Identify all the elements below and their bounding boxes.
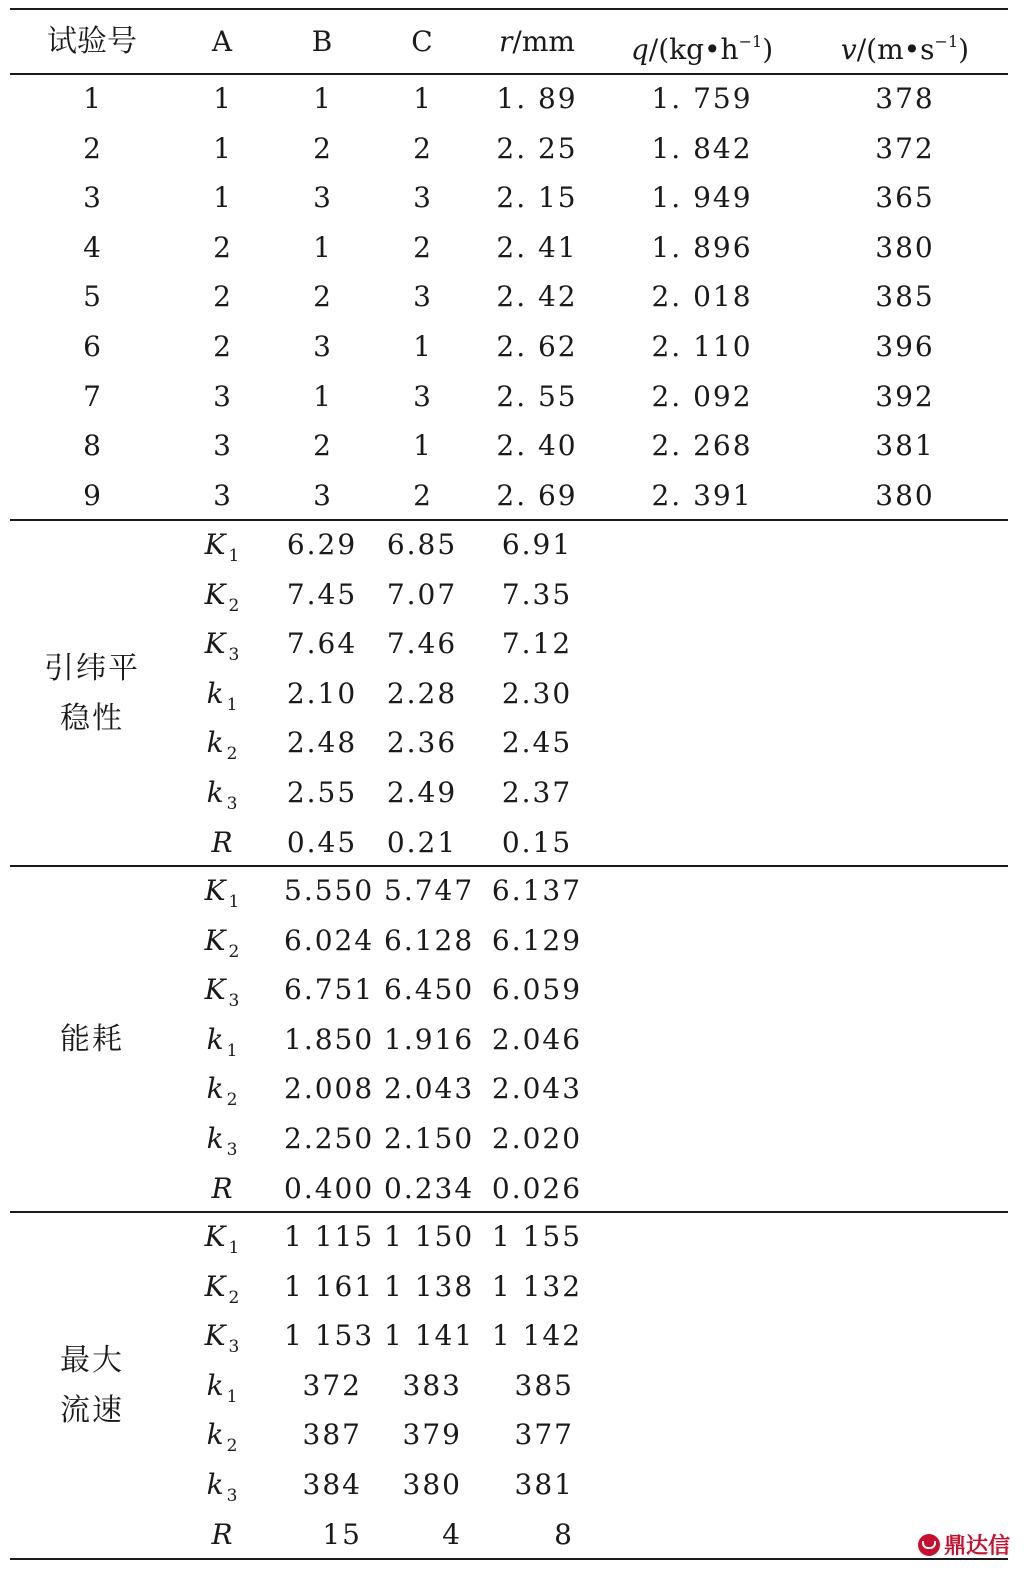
stat-letter: k	[206, 1122, 224, 1155]
stat-value-c: 2.150	[384, 1122, 475, 1155]
stat-letter: k	[206, 1418, 224, 1452]
header-r-symbol: r	[499, 25, 513, 58]
stat-letter: k	[206, 1368, 224, 1402]
trial-r-cell: 2. 69	[496, 478, 578, 512]
stat-value-c: 1 138	[384, 1269, 475, 1303]
trial-v-cell: 381	[875, 429, 935, 463]
stat-value-b: 6.751	[284, 973, 375, 1007]
stat-value-d: 1 132	[491, 1269, 583, 1303]
trial-c-cell: 3	[413, 280, 431, 314]
stat-value-c: 7.46	[386, 627, 458, 661]
bottom-rule	[10, 1558, 1008, 1560]
header-trial: 试验号	[47, 24, 137, 59]
trial-b-cell: 3	[313, 330, 331, 363]
group-label	[40, 1015, 144, 1065]
stat-value-c: 6.450	[384, 973, 475, 1007]
stat-letter: K	[204, 973, 226, 1007]
stat-subscript: 2	[226, 1436, 238, 1457]
stat-value-c: 0.234	[384, 1171, 475, 1205]
trial-q-cell: 2. 092	[651, 379, 753, 413]
stat-value-c: 380	[402, 1468, 462, 1501]
stat-value-b: 384	[302, 1468, 362, 1501]
stat-value-b: 1.850	[284, 1022, 375, 1056]
trial-c-cell: 1	[413, 82, 431, 115]
stat-value-d: 2.043	[491, 1072, 583, 1106]
header-b: B	[311, 25, 333, 58]
stat-subscript: 3	[226, 1486, 238, 1506]
stat-letter: k	[206, 776, 224, 809]
stat-value-b: 372	[302, 1368, 362, 1402]
stat-letter: K	[204, 874, 226, 907]
trial-b-cell: 1	[313, 379, 331, 413]
stat-subscript: 1	[228, 1238, 240, 1258]
stat-value-b: 0.400	[284, 1171, 375, 1205]
trial-v-cell: 392	[875, 379, 935, 413]
header-q-exponent: −1	[738, 32, 763, 51]
stat-subscript: 2	[228, 595, 240, 616]
trial-b-cell: 1	[313, 230, 331, 264]
stat-value-d: 385	[514, 1368, 574, 1402]
stat-subscript: 2	[226, 1090, 238, 1111]
trial-r-cell: 2. 62	[496, 330, 578, 363]
stat-value-b: 2.55	[286, 776, 358, 809]
stat-letter: R	[211, 1517, 233, 1551]
stat-subscript: 3	[228, 645, 240, 666]
trial-q-cell: 2. 018	[651, 280, 753, 314]
watermark	[918, 1529, 1010, 1560]
trial-a-cell: 1	[213, 181, 231, 215]
stat-value-d: 2.30	[501, 676, 573, 710]
stat-symbol	[190, 916, 254, 966]
stat-value-c: 2.043	[384, 1072, 475, 1106]
trial-r-cell: 2. 40	[496, 429, 578, 463]
trial-a-cell: 2	[213, 280, 231, 314]
stat-subscript: 2	[226, 744, 238, 765]
trial-q-cell: 1. 842	[651, 131, 753, 165]
trial-v-cell: 396	[875, 330, 935, 363]
stat-symbol	[190, 818, 254, 868]
trial-trial-cell: 8	[83, 429, 101, 463]
stat-letter: K	[204, 577, 226, 611]
stat-value-b: 1 153	[284, 1319, 375, 1353]
stat-subscript: 3	[226, 794, 238, 814]
stat-symbol	[190, 1460, 254, 1510]
stat-value-d: 381	[514, 1468, 574, 1501]
trial-a-cell: 2	[213, 230, 231, 264]
header-a: A	[211, 25, 233, 58]
trial-q-cell: 2. 391	[651, 478, 753, 512]
trial-trial-cell: 9	[83, 478, 101, 512]
stat-value-d: 2.45	[501, 726, 573, 760]
trial-b-cell: 3	[313, 478, 331, 512]
header-r	[488, 17, 586, 67]
header-r-unit: /mm	[512, 25, 575, 58]
trial-a-cell: 3	[213, 478, 231, 512]
stat-value-c: 6.85	[386, 528, 458, 561]
stat-symbol	[190, 718, 254, 768]
trial-trial-cell: 1	[83, 82, 101, 115]
stat-symbol	[190, 520, 254, 570]
stat-value-d: 1 142	[491, 1319, 583, 1353]
stat-subscript: 1	[228, 546, 240, 566]
trial-trial-cell: 3	[83, 181, 101, 215]
stat-symbol	[190, 1015, 254, 1065]
stat-letter: K	[204, 627, 226, 661]
trial-q-cell: 1. 896	[651, 230, 753, 264]
trial-v-cell: 385	[875, 280, 935, 314]
group-label-line: 最大	[60, 1342, 124, 1378]
stat-value-b: 7.64	[286, 627, 358, 661]
stat-subscript: 1	[226, 694, 238, 715]
stat-value-b: 1 115	[284, 1220, 375, 1253]
trial-r-cell: 1. 89	[496, 82, 578, 115]
trial-c-cell: 2	[413, 478, 431, 512]
stat-value-c: 4	[442, 1517, 462, 1551]
stat-symbol	[190, 965, 254, 1015]
trial-c-cell: 3	[413, 379, 431, 413]
stat-subscript: 3	[226, 1140, 238, 1160]
group-label	[40, 1336, 144, 1436]
stat-symbol	[190, 1164, 254, 1214]
trial-c-cell: 1	[413, 330, 431, 363]
trial-c-cell: 3	[413, 181, 431, 215]
stat-letter: k	[206, 726, 224, 760]
stat-value-b: 2.008	[284, 1072, 375, 1106]
trial-v-cell: 378	[875, 82, 935, 115]
stat-symbol	[190, 866, 254, 916]
stat-symbol	[190, 1064, 254, 1114]
stat-value-b: 2.48	[286, 726, 358, 760]
stat-value-d: 1 155	[491, 1220, 583, 1253]
stat-value-b: 5.550	[284, 874, 375, 907]
trial-v-cell: 380	[875, 230, 935, 264]
stat-letter: K	[204, 923, 226, 957]
stat-value-d: 6.91	[501, 528, 573, 561]
stat-symbol	[190, 1361, 254, 1411]
trial-c-cell: 2	[413, 230, 431, 264]
stat-value-b: 2.10	[286, 676, 358, 710]
stat-letter: K	[204, 528, 226, 561]
trial-r-cell: 2. 55	[496, 379, 578, 413]
trial-a-cell: 1	[213, 131, 231, 165]
header-v-symbol: v	[840, 33, 857, 66]
stat-value-c: 2.36	[386, 726, 458, 760]
stat-value-b: 0.45	[286, 825, 358, 859]
trial-c-cell: 1	[413, 429, 431, 463]
stat-letter: K	[204, 1319, 226, 1353]
stat-value-c: 2.49	[386, 776, 458, 809]
stat-value-d: 2.37	[501, 776, 573, 809]
header-q-unit: /(kg•h	[648, 33, 739, 66]
stat-value-d: 0.15	[501, 825, 573, 859]
header-v-unit: /(m•s	[856, 33, 935, 66]
trial-r-cell: 2. 25	[496, 131, 578, 165]
top-rule	[10, 8, 1008, 10]
stat-value-c: 383	[402, 1368, 462, 1402]
trial-trial-cell: 5	[83, 280, 101, 314]
stat-value-c: 1.916	[384, 1022, 475, 1056]
stat-value-b: 15	[322, 1517, 362, 1551]
stat-value-d: 6.059	[491, 973, 583, 1007]
trial-b-cell: 1	[313, 82, 331, 115]
stat-symbol	[190, 1262, 254, 1312]
stat-value-c: 1 141	[384, 1319, 475, 1353]
trial-b-cell: 2	[313, 429, 331, 463]
stat-value-d: 7.35	[501, 577, 573, 611]
group-label-line: 能耗	[60, 1021, 124, 1057]
stat-letter: k	[206, 1022, 224, 1056]
stat-value-c: 2.28	[386, 676, 458, 710]
stat-value-d: 2.020	[491, 1122, 583, 1155]
stat-value-d: 377	[514, 1418, 574, 1452]
trial-c-cell: 2	[413, 131, 431, 165]
trial-trial-cell: 6	[83, 330, 101, 363]
stat-subscript: 2	[228, 1287, 240, 1308]
trial-q-cell: 2. 268	[651, 429, 753, 463]
trial-q-cell: 1. 949	[651, 181, 753, 215]
stat-value-b: 6.024	[284, 923, 375, 957]
stat-letter: K	[204, 1220, 226, 1253]
stat-letter: k	[206, 1468, 224, 1501]
stat-symbol	[190, 768, 254, 818]
trial-b-cell: 2	[313, 131, 331, 165]
stat-value-c: 0.21	[386, 825, 458, 859]
trial-v-cell: 365	[875, 181, 935, 215]
header-q-close: )	[762, 33, 774, 66]
stat-subscript: 1	[226, 1040, 238, 1061]
stat-subscript: 3	[228, 991, 240, 1012]
header-c: C	[411, 25, 433, 58]
stat-subscript: 2	[228, 941, 240, 962]
trial-a-cell: 1	[213, 82, 231, 115]
stat-value-b: 387	[302, 1418, 362, 1452]
stat-value-c: 6.128	[384, 923, 475, 957]
stat-symbol	[190, 570, 254, 620]
stat-value-d: 8	[554, 1517, 574, 1551]
stat-value-d: 7.12	[501, 627, 573, 661]
stat-subscript: 3	[228, 1337, 240, 1358]
stat-value-b: 2.250	[284, 1122, 375, 1155]
header-q	[604, 17, 800, 67]
trial-q-cell: 1. 759	[651, 82, 753, 115]
stat-value-c: 379	[402, 1418, 462, 1452]
trial-a-cell: 2	[213, 330, 231, 363]
trial-v-cell: 372	[875, 131, 935, 165]
group-label-line: 引纬平	[44, 650, 140, 686]
stat-value-d: 6.137	[491, 874, 583, 907]
trial-b-cell: 2	[313, 280, 331, 314]
stat-symbol	[190, 1410, 254, 1460]
stat-value-b: 7.45	[286, 577, 358, 611]
header-v	[808, 17, 1002, 67]
trial-a-cell: 3	[213, 429, 231, 463]
stat-letter: k	[206, 1072, 224, 1106]
group-label-line: 稳性	[60, 700, 124, 736]
stat-value-d: 2.046	[491, 1022, 583, 1056]
stat-value-c: 7.07	[386, 577, 458, 611]
group-label-line: 流速	[60, 1392, 124, 1428]
trial-r-cell: 2. 42	[496, 280, 578, 314]
trial-v-cell: 380	[875, 478, 935, 512]
trial-trial-cell: 4	[83, 230, 101, 264]
stat-subscript: 1	[226, 1386, 238, 1407]
stat-value-d: 6.129	[491, 923, 583, 957]
stat-symbol	[190, 1311, 254, 1361]
watermark-text: 鼎达信	[943, 1534, 1010, 1559]
stat-subscript: 1	[228, 892, 240, 912]
stat-value-c: 1 150	[384, 1220, 475, 1253]
stat-symbol	[190, 669, 254, 719]
header-v-close: )	[958, 33, 970, 66]
stat-letter: K	[204, 1269, 226, 1303]
stat-letter: R	[211, 1171, 233, 1205]
trial-r-cell: 2. 41	[496, 230, 578, 264]
group-label	[40, 644, 144, 744]
trial-q-cell: 2. 110	[651, 330, 753, 363]
header-q-symbol: q	[630, 33, 649, 66]
trial-b-cell: 3	[313, 181, 331, 215]
trial-trial-cell: 7	[83, 379, 101, 413]
stat-symbol	[190, 619, 254, 669]
trial-trial-cell: 2	[83, 131, 101, 165]
stat-symbol	[190, 1114, 254, 1164]
stat-letter: k	[206, 676, 224, 710]
trial-a-cell: 3	[213, 379, 231, 413]
trial-r-cell: 2. 15	[496, 181, 578, 215]
stat-value-b: 6.29	[286, 528, 358, 561]
header-v-exponent: −1	[934, 32, 959, 51]
stat-value-d: 0.026	[491, 1171, 583, 1205]
stat-symbol	[190, 1510, 254, 1560]
watermark-logo-icon	[918, 1534, 940, 1556]
stat-value-b: 1 161	[284, 1269, 375, 1303]
stat-letter: R	[211, 825, 233, 859]
stat-value-c: 5.747	[384, 874, 475, 907]
stat-symbol	[190, 1212, 254, 1262]
